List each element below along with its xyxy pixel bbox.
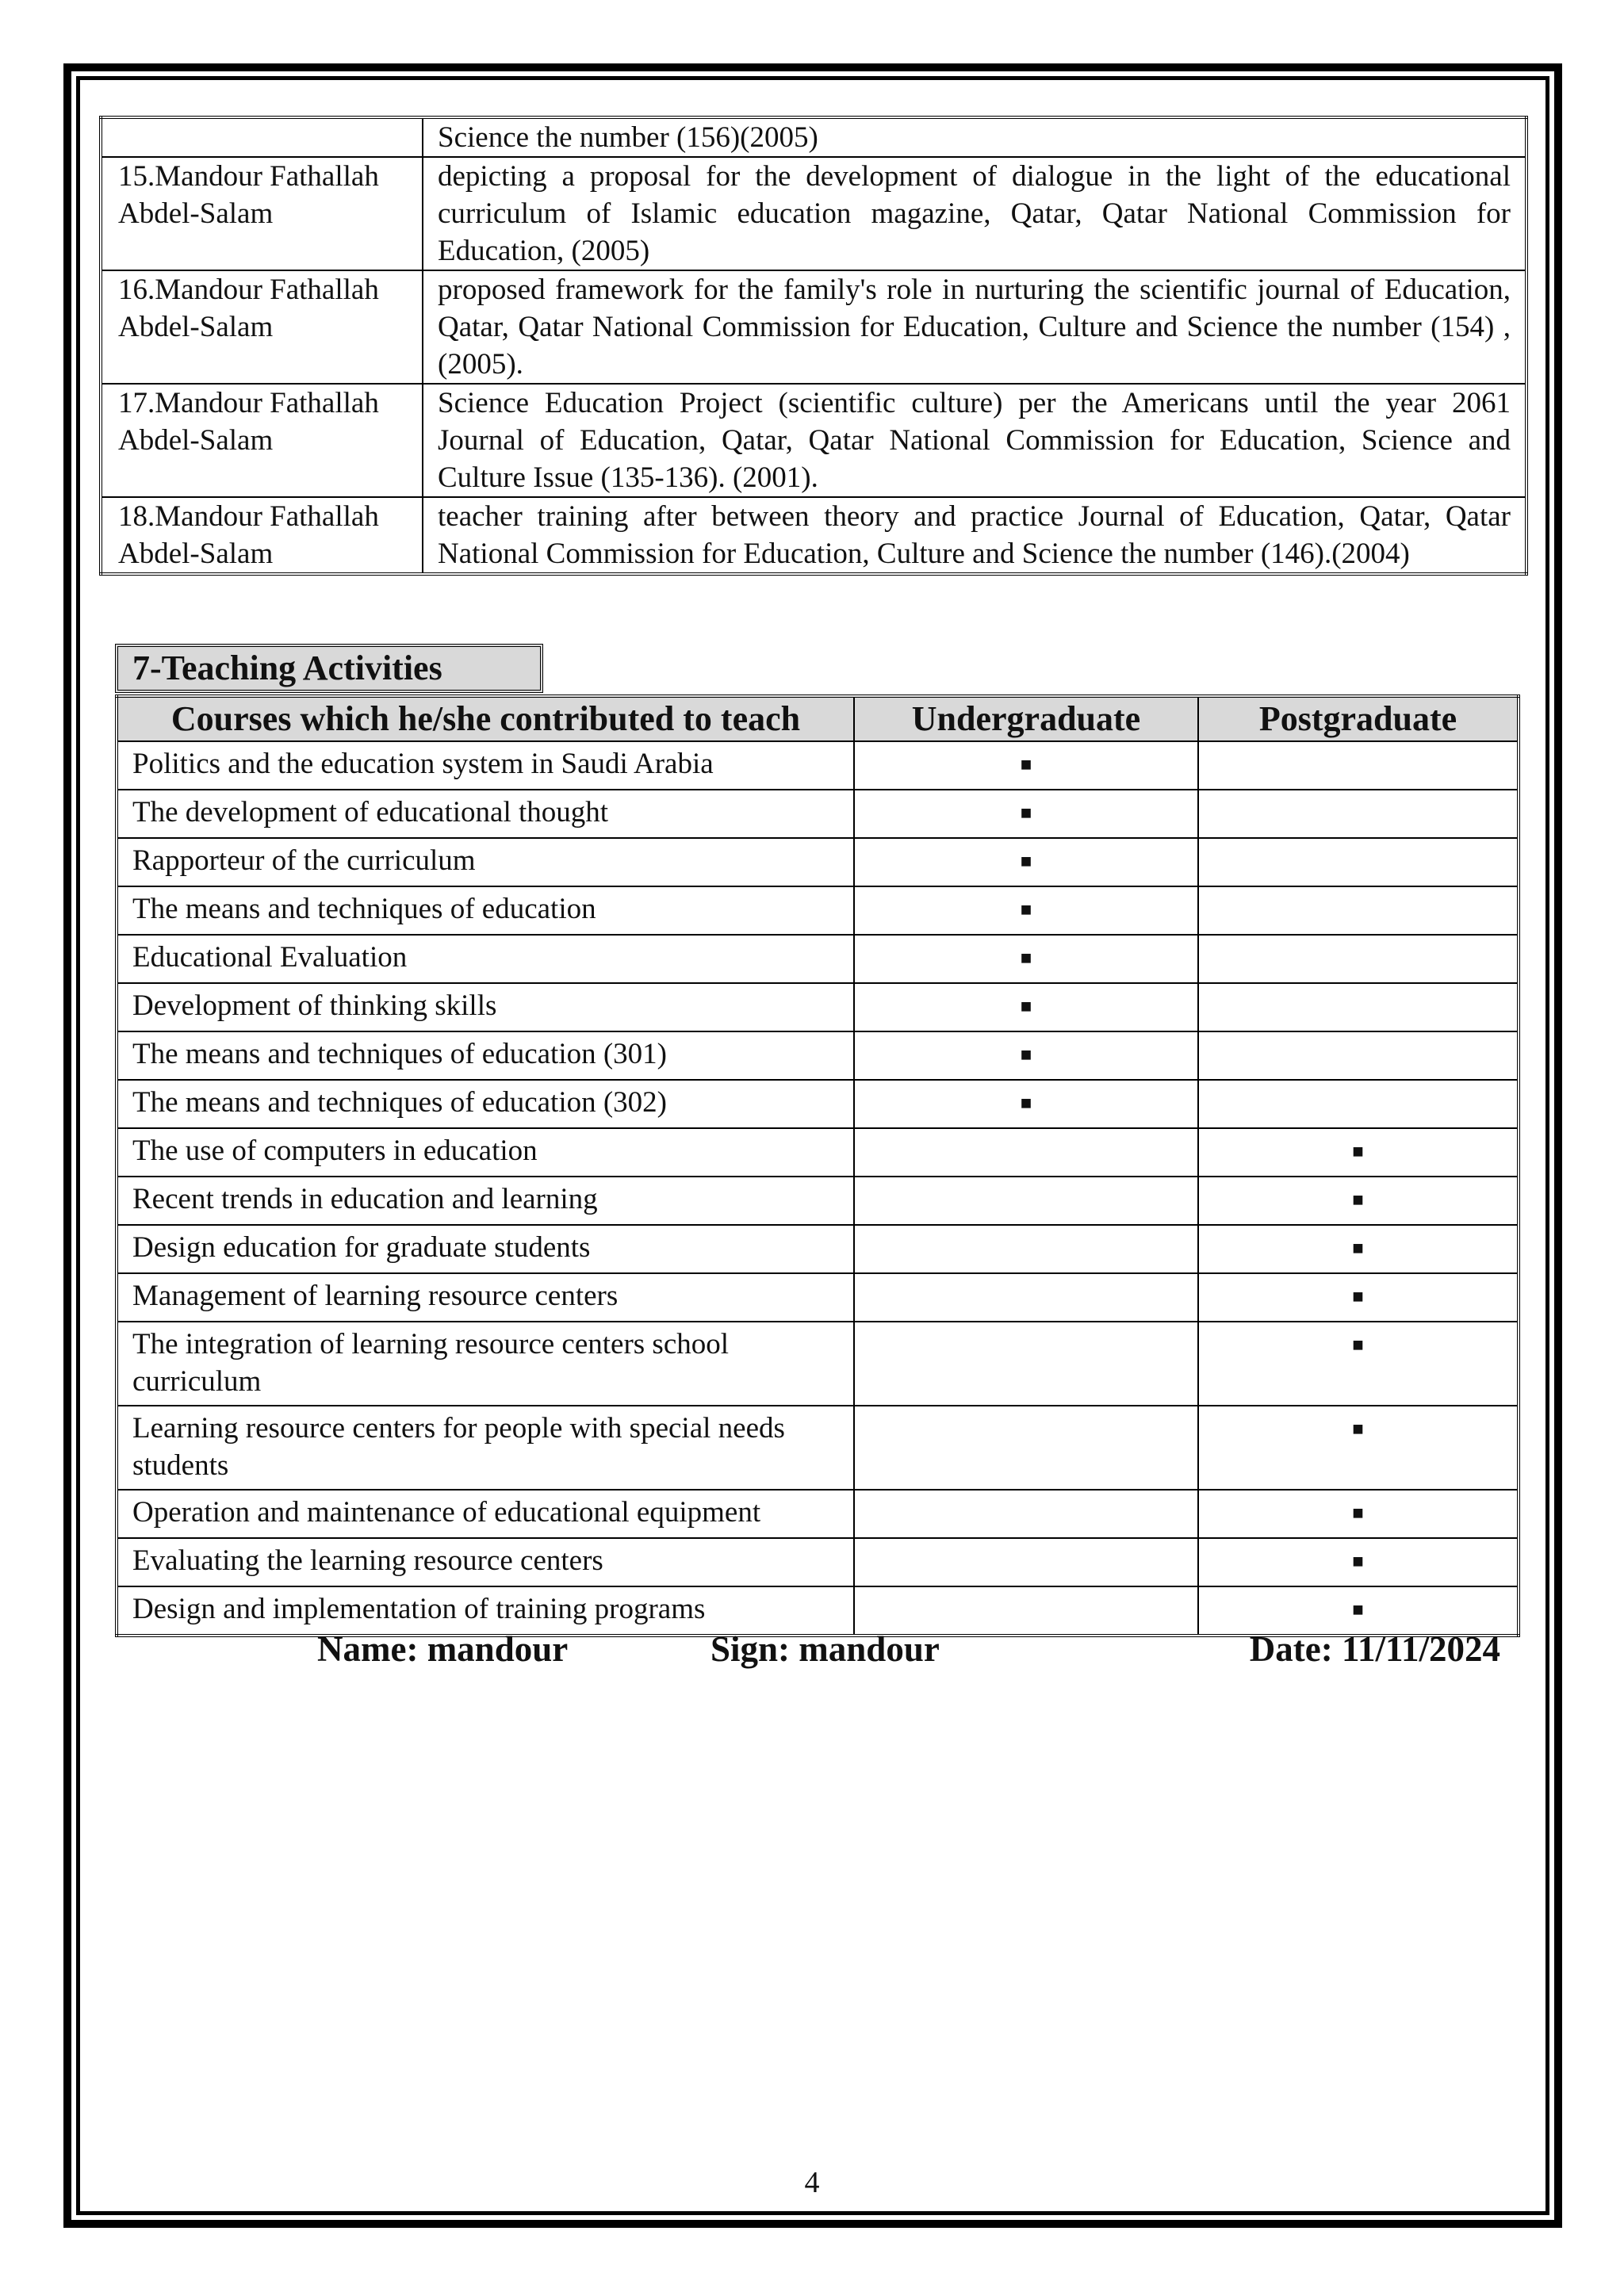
checkmark-square-icon: ■ bbox=[1352, 1335, 1364, 1356]
checkmark-square-icon: ■ bbox=[1020, 900, 1032, 920]
postgraduate-mark-cell bbox=[1198, 935, 1519, 983]
column-header-undergraduate: Undergraduate bbox=[854, 696, 1198, 741]
author-cell bbox=[101, 117, 423, 157]
postgraduate-mark-cell bbox=[1198, 1406, 1519, 1490]
postgraduate-mark-cell bbox=[1198, 1080, 1519, 1128]
publication-description: Science Education Project (scientific culture) per the Americans until the year 2061 Journal of Education, Qatar, Qatar National Commission for Education, Science and Culture Issue (135-136). (2001). bbox=[423, 384, 1526, 497]
undergraduate-mark-cell bbox=[854, 935, 1198, 983]
undergraduate-mark-cell bbox=[854, 1031, 1198, 1080]
teaching-table bbox=[115, 695, 1520, 1637]
course-name: Design and implementation of training programs bbox=[117, 1586, 854, 1636]
table-row bbox=[117, 983, 1519, 1031]
publications-table bbox=[99, 116, 1528, 576]
undergraduate-mark-cell bbox=[854, 790, 1198, 838]
undergraduate-mark-cell bbox=[854, 1538, 1198, 1586]
table-row bbox=[117, 935, 1519, 983]
course-name: The means and techniques of education (302) bbox=[117, 1080, 854, 1128]
undergraduate-mark-cell bbox=[854, 1406, 1198, 1490]
undergraduate-mark-cell bbox=[854, 1322, 1198, 1406]
course-name: The integration of learning resource centers school curriculum bbox=[117, 1322, 854, 1406]
checkmark-square-icon: ■ bbox=[1352, 1600, 1364, 1621]
course-name: The use of computers in education bbox=[117, 1128, 854, 1177]
postgraduate-mark-cell bbox=[1198, 1031, 1519, 1080]
checkmark-square-icon: ■ bbox=[1020, 1045, 1032, 1066]
postgraduate-mark-cell bbox=[1198, 983, 1519, 1031]
course-name: Operation and maintenance of educational equipment bbox=[117, 1490, 854, 1538]
postgraduate-mark-cell bbox=[1198, 1177, 1519, 1225]
course-name: Educational Evaluation bbox=[117, 935, 854, 983]
table-row bbox=[101, 270, 1526, 384]
postgraduate-mark-cell bbox=[1198, 1128, 1519, 1177]
table-row bbox=[117, 1177, 1519, 1225]
column-header-courses: Courses which he/she contributed to teach bbox=[117, 696, 854, 741]
undergraduate-mark-cell bbox=[854, 1177, 1198, 1225]
course-name: Rapporteur of the curriculum bbox=[117, 838, 854, 886]
postgraduate-mark-cell bbox=[1198, 1538, 1519, 1586]
table-row bbox=[117, 1128, 1519, 1177]
table-row bbox=[117, 1538, 1519, 1586]
table-row bbox=[117, 1322, 1519, 1406]
table-row bbox=[117, 886, 1519, 935]
table-row bbox=[117, 1490, 1519, 1538]
author-cell: 18.Mandour Fathallah Abdel-Salam bbox=[101, 497, 423, 574]
table-row bbox=[101, 157, 1526, 270]
undergraduate-mark-cell bbox=[854, 1128, 1198, 1177]
postgraduate-mark-cell bbox=[1198, 790, 1519, 838]
table-row bbox=[117, 1080, 1519, 1128]
course-name: The means and techniques of education bbox=[117, 886, 854, 935]
table-row bbox=[117, 1225, 1519, 1273]
postgraduate-mark-cell bbox=[1198, 1490, 1519, 1538]
checkmark-square-icon: ■ bbox=[1020, 1093, 1032, 1114]
author-cell: 15.Mandour Fathallah Abdel-Salam bbox=[101, 157, 423, 270]
author-cell: 17.Mandour Fathallah Abdel-Salam bbox=[101, 384, 423, 497]
publication-description: depicting a proposal for the development of dialogue in the light of the educational curriculum of Islamic education magazine, Qatar, Qatar National Commission for Education, (2005) bbox=[423, 157, 1526, 270]
table-header-row bbox=[117, 696, 1519, 741]
footer-date: Date: 11/11/2024 bbox=[1249, 1629, 1500, 1669]
checkmark-square-icon: ■ bbox=[1352, 1419, 1364, 1440]
undergraduate-mark-cell bbox=[854, 1490, 1198, 1538]
checkmark-square-icon: ■ bbox=[1020, 948, 1032, 969]
table-row bbox=[101, 497, 1526, 574]
table-row bbox=[117, 790, 1519, 838]
checkmark-square-icon: ■ bbox=[1020, 755, 1032, 775]
postgraduate-mark-cell bbox=[1198, 741, 1519, 790]
table-row bbox=[117, 1031, 1519, 1080]
undergraduate-mark-cell bbox=[854, 983, 1198, 1031]
course-name: Development of thinking skills bbox=[117, 983, 854, 1031]
course-name: The means and techniques of education (301) bbox=[117, 1031, 854, 1080]
publication-description: proposed framework for the family's role in nurturing the scientific journal of Education, Qatar, Qatar National Commission for Education, Culture and Science the number (154) , (2005). bbox=[423, 270, 1526, 384]
table-row bbox=[117, 1406, 1519, 1490]
course-name: Learning resource centers for people with special needs students bbox=[117, 1406, 854, 1490]
course-name: Management of learning resource centers bbox=[117, 1273, 854, 1322]
undergraduate-mark-cell bbox=[854, 886, 1198, 935]
footer-name: Name: mandour bbox=[317, 1629, 569, 1669]
undergraduate-mark-cell bbox=[854, 838, 1198, 886]
checkmark-square-icon: ■ bbox=[1352, 1552, 1364, 1572]
column-header-postgraduate: Postgraduate bbox=[1198, 696, 1519, 741]
table-row bbox=[101, 384, 1526, 497]
table-row bbox=[117, 1273, 1519, 1322]
undergraduate-mark-cell bbox=[854, 1273, 1198, 1322]
checkmark-square-icon: ■ bbox=[1020, 803, 1032, 824]
course-name: Design education for graduate students bbox=[117, 1225, 854, 1273]
checkmark-square-icon: ■ bbox=[1020, 851, 1032, 872]
undergraduate-mark-cell bbox=[854, 741, 1198, 790]
checkmark-square-icon: ■ bbox=[1352, 1503, 1364, 1524]
undergraduate-mark-cell bbox=[854, 1080, 1198, 1128]
course-name: Evaluating the learning resource centers bbox=[117, 1538, 854, 1586]
checkmark-square-icon: ■ bbox=[1352, 1190, 1364, 1211]
postgraduate-mark-cell bbox=[1198, 1225, 1519, 1273]
page-number: 4 bbox=[804, 2166, 820, 2199]
table-row bbox=[117, 741, 1519, 790]
footer-sign: Sign: mandour bbox=[710, 1629, 940, 1669]
course-name: The development of educational thought bbox=[117, 790, 854, 838]
course-name: Politics and the education system in Saudi Arabia bbox=[117, 741, 854, 790]
postgraduate-mark-cell bbox=[1198, 1273, 1519, 1322]
checkmark-square-icon: ■ bbox=[1352, 1287, 1364, 1307]
course-rows bbox=[117, 741, 1519, 1636]
postgraduate-mark-cell bbox=[1198, 1322, 1519, 1406]
checkmark-square-icon: ■ bbox=[1352, 1142, 1364, 1162]
checkmark-square-icon: ■ bbox=[1020, 997, 1032, 1017]
table-row bbox=[101, 117, 1526, 157]
author-cell: 16.Mandour Fathallah Abdel-Salam bbox=[101, 270, 423, 384]
checkmark-square-icon: ■ bbox=[1352, 1238, 1364, 1259]
undergraduate-mark-cell bbox=[854, 1225, 1198, 1273]
course-name: Recent trends in education and learning bbox=[117, 1177, 854, 1225]
publication-continuation: Science the number (156)(2005) bbox=[423, 117, 1526, 157]
publication-description: teacher training after between theory and practice Journal of Education, Qatar, Qatar National Commission for Education, Culture and Science the number (146).(2004) bbox=[423, 497, 1526, 574]
postgraduate-mark-cell bbox=[1198, 886, 1519, 935]
table-row bbox=[117, 838, 1519, 886]
section-title: 7-Teaching Activities bbox=[115, 644, 543, 693]
postgraduate-mark-cell bbox=[1198, 838, 1519, 886]
